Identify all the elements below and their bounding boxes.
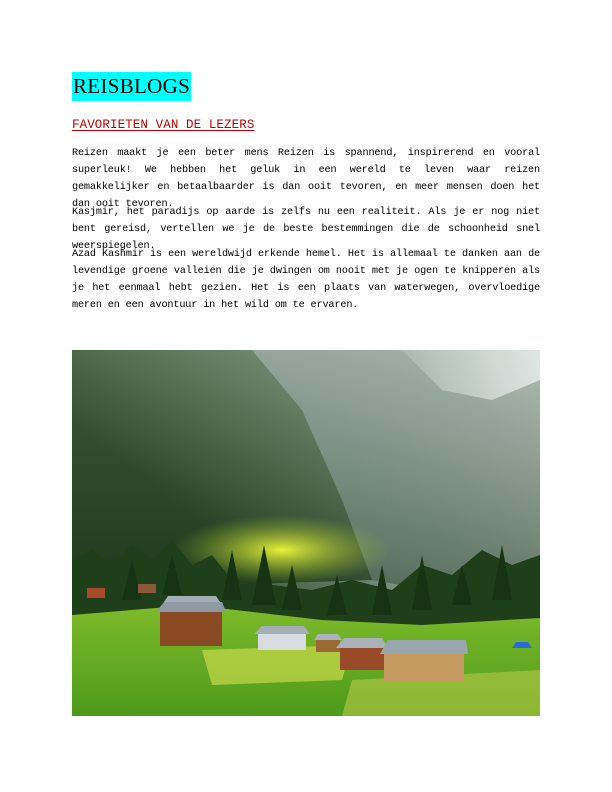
page-title: REISBLOGS	[72, 72, 191, 101]
paragraph-kashmir: Kasjmir, het paradijs op aarde is zelfs nu een realiteit. Als je er nog niet bent gereisd, vertellen we je de beste bestemmingen die de schoonheid snel weerspiegelen.	[72, 207, 540, 252]
paragraph-azad-kashmir: Azad Kashmir is een wereldwijd erkende hemel. Het is allemaal te danken aan de levendige groene valleien die je dwingen om nooit met je ogen te knipperen als je het eenmaal hebt gezien. Het is een plaats van waterwegen, overvloedige meren en een avontuur in het wild om te ervaren.	[72, 249, 540, 311]
paragraph-intro: Reizen maakt je een beter mens Reizen is spannend, inspirerend en vooral superleuk! We hebben het geluk in een wereld te leven waar reizen gemakkelijker en betaalbaarder is dan ooit tevoren, en meer mensen doen het dan ooit tevoren.	[72, 148, 540, 210]
section-subtitle: FAVORIETEN VAN DE LEZERS	[72, 118, 255, 132]
kashmir-valley-photo	[72, 350, 540, 716]
